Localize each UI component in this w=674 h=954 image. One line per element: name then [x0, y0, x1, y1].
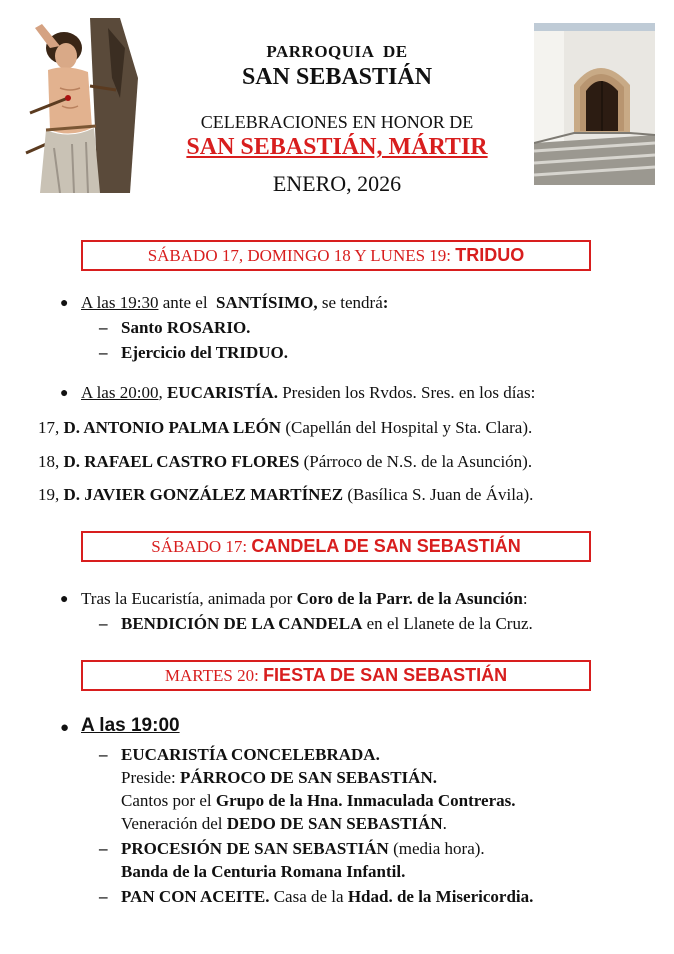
procesion-item — [121, 839, 485, 859]
eucaristia-cantos — [121, 791, 515, 811]
dash-icon: – — [99, 887, 108, 906]
item-colon: : — [522, 589, 528, 608]
item-text: , — [158, 383, 167, 402]
section-box-triduo — [81, 240, 591, 271]
dash-icon: – — [99, 318, 108, 337]
item-text: Presiden los Rvdos. Sres. en los días: — [277, 383, 536, 402]
candela-item — [81, 589, 528, 609]
celebrant-note: (Párroco de N.S. de la Asunción). — [299, 452, 533, 471]
celebrant-name: D. JAVIER GONZÁLEZ MARTÍNEZ — [63, 485, 344, 504]
section-box-candela — [81, 531, 591, 562]
item-bold: DEDO DE SAN SEBASTIÁN — [226, 814, 443, 833]
section-prefix: SÁBADO 17: — [151, 537, 252, 556]
item-bold: PAN CON ACEITE. — [121, 887, 270, 906]
celebrations-heading: CELEBRACIONES EN HONOR DE — [200, 112, 474, 132]
saint-title — [0, 134, 674, 161]
celebrant-name: D. ANTONIO PALMA LEÓN — [63, 418, 282, 437]
saint-title-text: SAN SEBASTIÁN, MÁRTIR — [186, 134, 488, 160]
fiesta-time: A las 19:00 — [81, 715, 180, 736]
item-text: Casa de la — [269, 887, 348, 906]
section-prefix: SÁBADO 17, DOMINGO 18 Y LUNES 19: — [147, 246, 456, 265]
day-number: 17, — [38, 418, 64, 437]
parish-name: SAN SEBASTIÁN — [241, 64, 433, 90]
item-bold: Grupo de la Hna. Inmaculada Contreras. — [215, 791, 516, 810]
celebrant-name: D. RAFAEL CASTRO FLORES — [63, 452, 300, 471]
dash-icon: – — [99, 614, 108, 633]
day-number: 18, — [38, 452, 64, 471]
item-text: en el Llanete de la Cruz. — [362, 614, 533, 633]
celebrant-row — [38, 485, 533, 505]
dash-icon: – — [99, 343, 108, 362]
item-bold: EUCARISTÍA. — [166, 383, 278, 402]
candela-subitem — [121, 614, 533, 634]
item-text: . — [442, 814, 447, 833]
item-text: se tendrá — [317, 293, 383, 312]
item-bold: Hdad. de la Misericordia. — [347, 887, 534, 906]
dash-icon: – — [99, 745, 108, 764]
bullet-icon: ● — [60, 720, 70, 736]
bullet-icon: ● — [60, 592, 69, 607]
triduo-item-1930 — [81, 293, 388, 313]
section-highlight: CANDELA DE SAN SEBASTIÁN — [251, 536, 521, 556]
item-text: Preside: — [121, 768, 181, 787]
eucaristia-veneracion — [121, 814, 447, 834]
item-text: Tras la Eucaristía, animada por — [81, 589, 297, 608]
section-highlight: TRIDUO — [455, 245, 525, 265]
time-label: A las 20:00 — [81, 383, 159, 402]
triduo-subitem-rosario: Santo ROSARIO. — [121, 318, 251, 337]
triduo-subitem-ejercicio: Ejercicio del TRIDUO. — [121, 343, 288, 362]
celebrant-note: (Basílica S. Juan de Ávila). — [343, 485, 534, 504]
item-text: Cantos por el — [121, 791, 216, 810]
item-bold: BENDICIÓN DE LA CANDELA — [121, 614, 363, 633]
celebrant-row — [38, 418, 532, 438]
eucaristia-title: EUCARISTÍA CONCELEBRADA. — [121, 745, 380, 764]
eucaristia-preside — [121, 768, 437, 788]
item-bold: Coro de la Parr. de la Asunción — [296, 589, 523, 608]
item-text: Veneración del — [121, 814, 227, 833]
section-prefix: MARTES 20: — [164, 666, 264, 685]
item-bold: PROCESIÓN DE SAN SEBASTIÁN — [121, 839, 389, 858]
time-label: A las 19:30 — [81, 293, 159, 312]
bullet-icon: ● — [60, 296, 69, 311]
day-number: 19, — [38, 485, 64, 504]
item-text: (media hora). — [388, 839, 485, 858]
item-bold: PÁRROCO DE SAN SEBASTIÁN. — [180, 768, 437, 787]
item-text: ante el — [158, 293, 217, 312]
triduo-item-2000 — [81, 383, 535, 403]
celebrant-note: (Capellán del Hospital y Sta. Clara). — [281, 418, 533, 437]
item-colon: : — [382, 293, 389, 312]
section-highlight: FIESTA DE SAN SEBASTIÁN — [263, 665, 508, 685]
pan-con-aceite-item — [121, 887, 533, 907]
parish-label: PARROQUIA DE — [266, 42, 408, 61]
item-bold: SANTÍSIMO, — [216, 293, 318, 312]
celebrant-row — [38, 452, 532, 472]
section-box-fiesta — [81, 660, 591, 691]
dash-icon: – — [99, 839, 108, 858]
bullet-icon: ● — [60, 386, 69, 401]
event-date: ENERO, 2026 — [272, 171, 402, 196]
procesion-banda: Banda de la Centuria Romana Infantil. — [121, 862, 406, 881]
